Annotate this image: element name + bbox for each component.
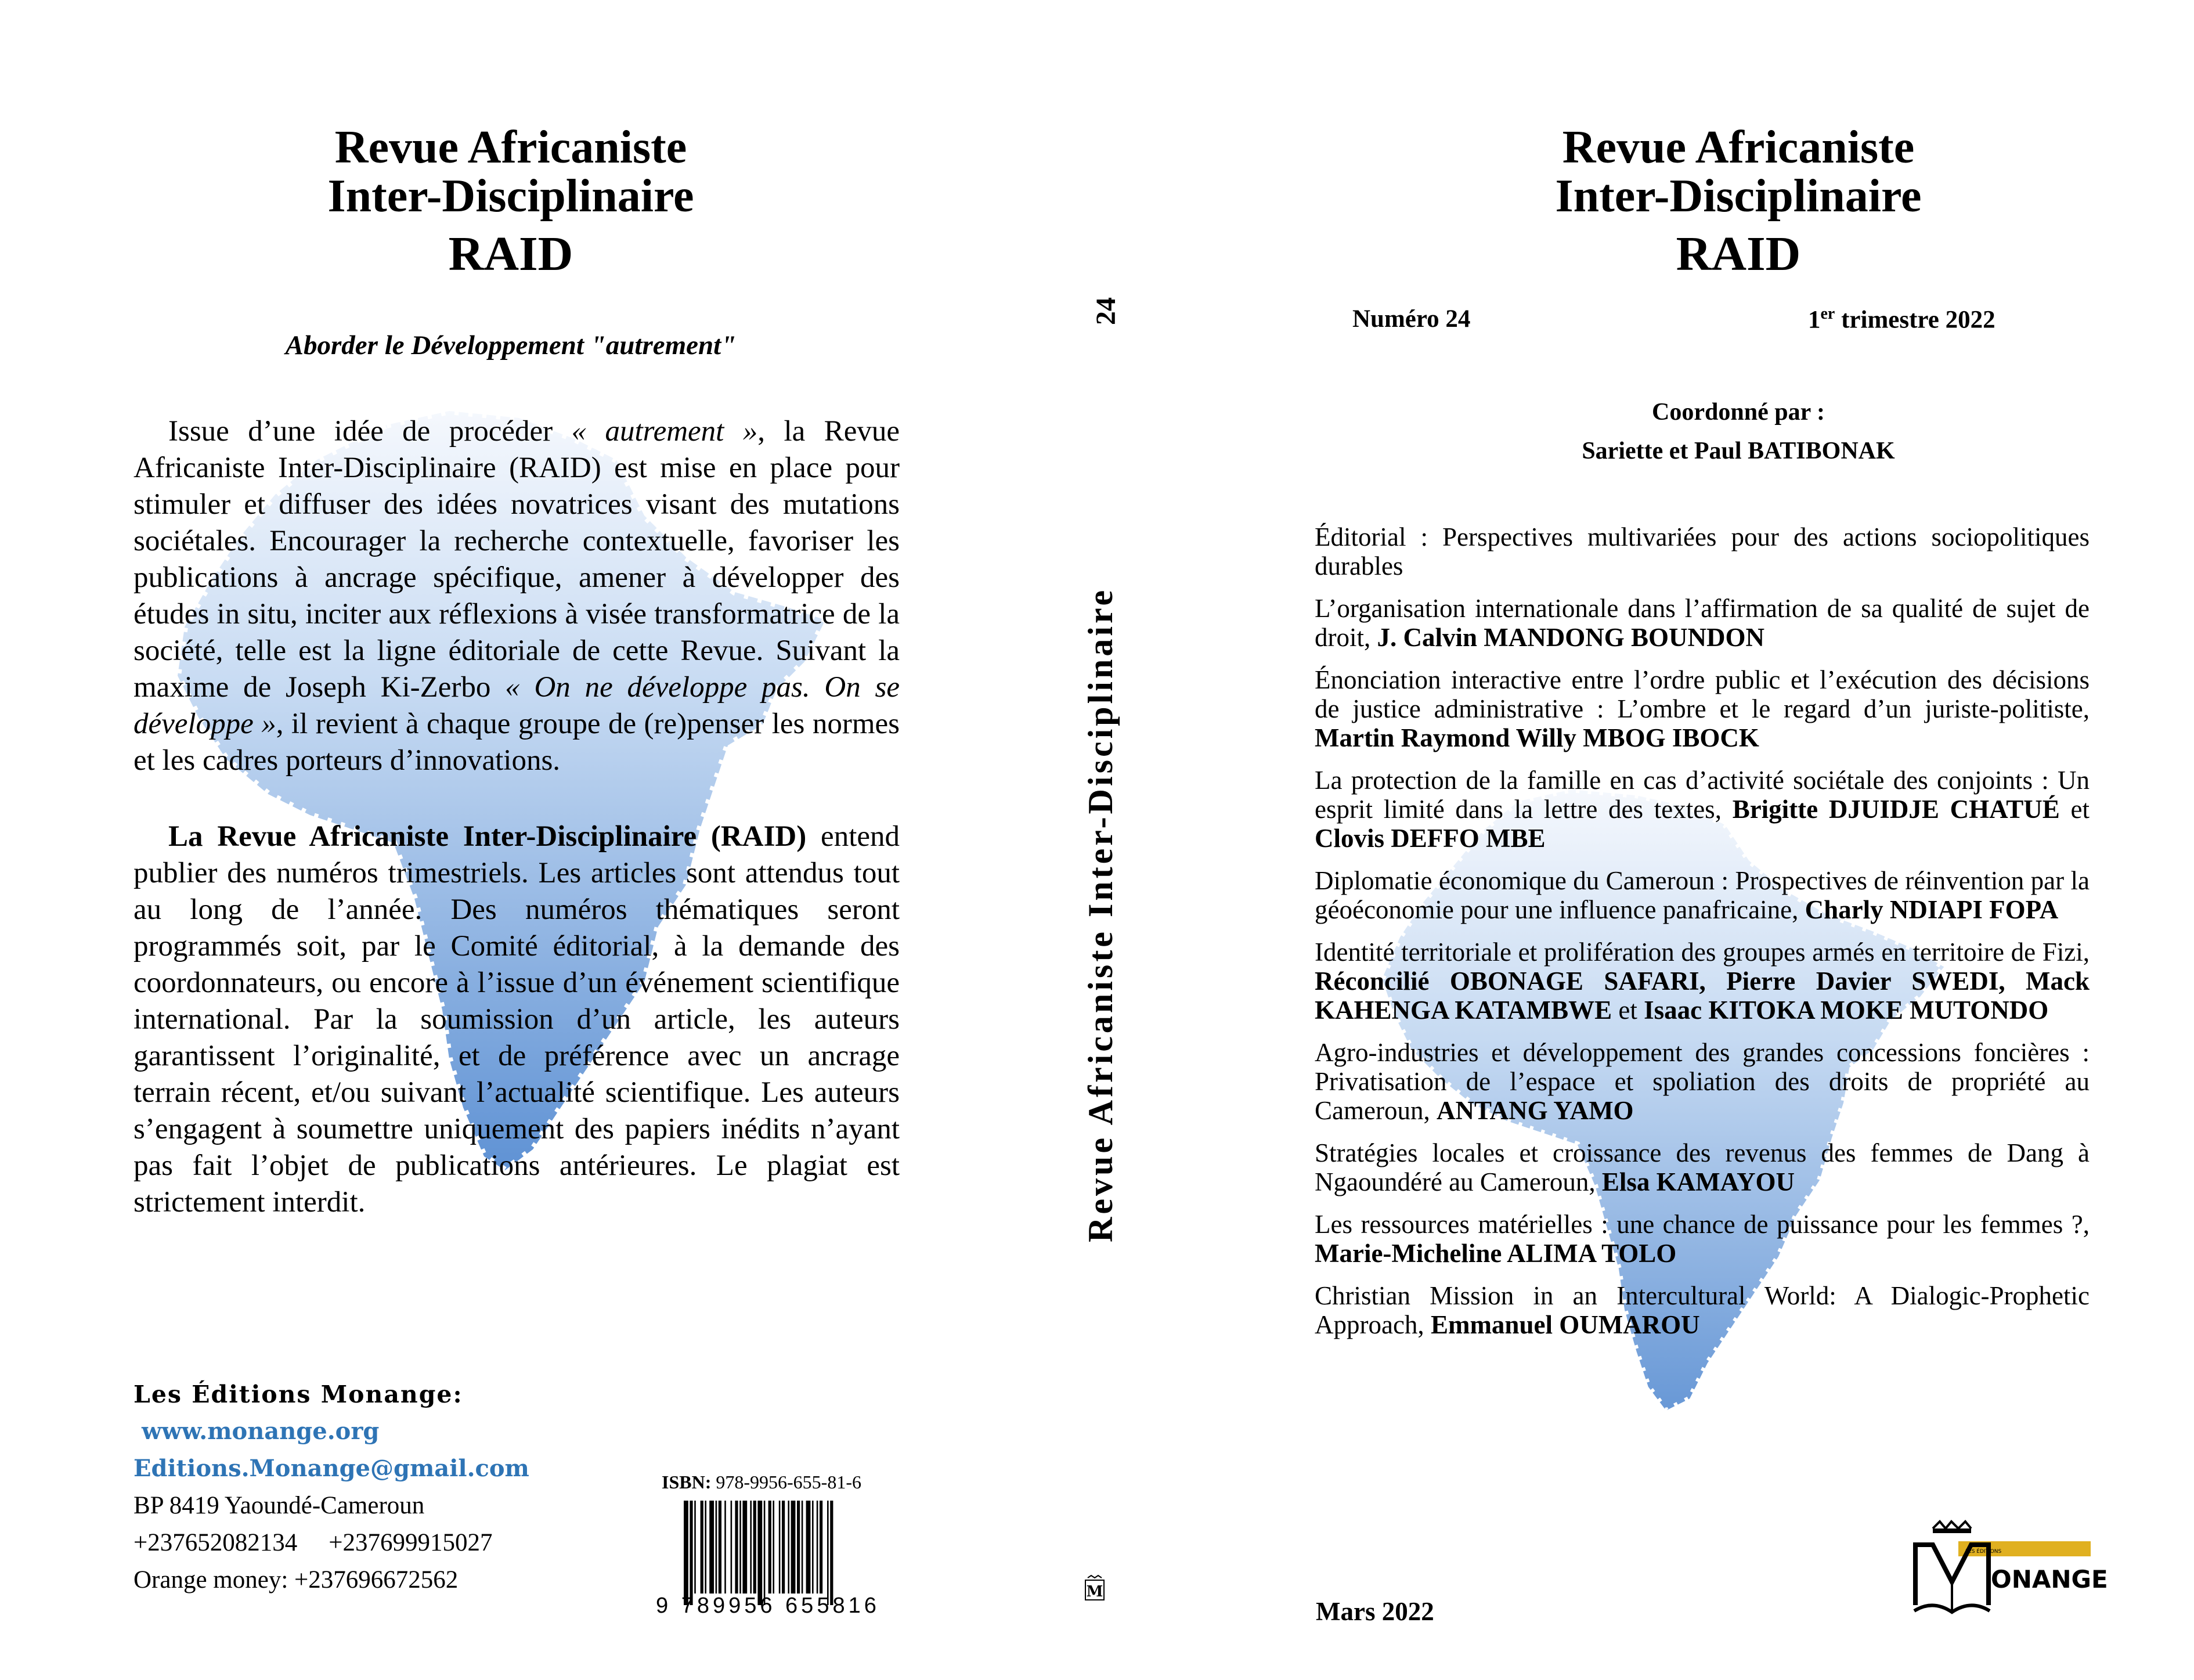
barcode-bar bbox=[788, 1501, 789, 1594]
toc-entry-authors-2: Clovis DEFFO MBE bbox=[1315, 824, 1546, 853]
spine-issue-number: 24 bbox=[1091, 297, 1121, 325]
quarter-rest: trimestre 2022 bbox=[1835, 306, 1995, 334]
front-title-line2: Inter-Disciplinaire bbox=[1555, 171, 1922, 222]
p1-text-c: , il revient à chaque groupe de (re)penser les normes et les cadres porteurs d’innovations. bbox=[133, 708, 900, 777]
toc-entry-title: Stratégies locales et croissance des revenus des femmes de Dang à Ngaoundéré au Cameroun, bbox=[1315, 1138, 2090, 1196]
toc-entry-authors: Brigitte DJUIDJE CHATUÉ bbox=[1732, 795, 2060, 824]
toc-entry bbox=[1315, 522, 2090, 581]
barcode-bar bbox=[791, 1501, 796, 1594]
toc-entry-authors: Charly NDIAPI FOPA bbox=[1805, 895, 2059, 924]
publisher-orange-money: Orange money: +237696672562 bbox=[133, 1566, 459, 1594]
issue-quarter bbox=[1808, 305, 1995, 334]
issue-number: Numéro 24 bbox=[1352, 305, 1471, 333]
p1-text-a: Issue d’une idée de procéder bbox=[168, 415, 572, 448]
back-cover-title bbox=[133, 123, 888, 279]
p1-italic-a: « autrement » bbox=[571, 415, 758, 448]
coordinated-label: Coordonné par : bbox=[1652, 399, 1825, 426]
logo-small-text: LES ÉDITIONS bbox=[1965, 1549, 2002, 1555]
toc-entry-authors: Réconcilié OBONAGE SAFARI, Pierre Davier SWEDI, Mack KAHENGA KATAMBWE bbox=[1315, 967, 2090, 1025]
publisher-email[interactable]: Editions.Monange@gmail.com bbox=[133, 1455, 529, 1482]
barcode-bar bbox=[782, 1501, 785, 1594]
toc-entry bbox=[1315, 594, 2090, 652]
barcode-bar bbox=[735, 1501, 738, 1594]
barcode-bar bbox=[705, 1501, 706, 1594]
barcode-bar bbox=[690, 1501, 692, 1605]
barcode-bar bbox=[768, 1501, 771, 1594]
isbn-label bbox=[662, 1472, 861, 1493]
barcode-bar bbox=[694, 1501, 696, 1594]
barcode-bar bbox=[753, 1501, 756, 1594]
toc-entry-authors: ANTANG YAMO bbox=[1436, 1096, 1634, 1125]
front-cover-title bbox=[1352, 123, 2124, 279]
toc-entry bbox=[1315, 1210, 2090, 1268]
back-title-line2: Inter-Disciplinaire bbox=[327, 171, 694, 222]
logo-name: ONANGE bbox=[1991, 1565, 2108, 1594]
toc-entry-authors: Marie-Micheline ALIMA TOLO bbox=[1315, 1239, 1677, 1268]
toc-entry bbox=[1315, 938, 2090, 1025]
p2-bold: La Revue Africaniste Inter-Disciplinaire (RAID) bbox=[168, 820, 807, 853]
toc-entry bbox=[1315, 1138, 2090, 1196]
barcode-bar bbox=[739, 1501, 741, 1594]
barcode-bar bbox=[719, 1501, 721, 1594]
barcode-bar bbox=[827, 1501, 829, 1605]
barcode-bar bbox=[731, 1501, 732, 1594]
toc-entry-authors: Emmanuel OUMAROU bbox=[1430, 1310, 1700, 1339]
publication-date: Mars 2022 bbox=[1316, 1597, 1434, 1626]
p2-text: entend publier des numéros trimestriels. Les articles sont attendus tout au long de l’année. Des numéros thématiques seront programmés soit, par le Comité éditorial, à la demande des coordonnateurs, ou encore à l’issue d’un événement scientifique international. Par la soumission d’un article, les auteurs garantissent l’originalité, et de préférence avec un ancrage terrain récent, et/ou suivant l’actualité scientifique. Les auteurs s’engagent à soumettre uniquement des papiers inédits n’ayant pas fait l’objet de publications antérieures. Le plagiat est strictement interdit. bbox=[133, 820, 900, 1218]
toc-entry-title: Christian Mission in an Intercultural World: A Dialogic-Prophetic Approach, bbox=[1315, 1281, 2090, 1339]
toc-entry-title: La protection de la famille en cas d’activité sociétale des conjoints : Un esprit limité dans la lettre des textes, bbox=[1315, 766, 2090, 824]
quarter-num: 1 bbox=[1808, 306, 1821, 334]
toc-entry-authors: Martin Raymond Willy MBOG IBOCK bbox=[1315, 723, 1759, 752]
barcode-bar bbox=[701, 1501, 703, 1594]
publisher-phones bbox=[133, 1524, 529, 1562]
quarter-sup: er bbox=[1820, 305, 1835, 323]
back-paragraph-2 bbox=[133, 819, 900, 1221]
p1-text-b: , la Revue Africaniste Inter-Disciplinaire (RAID) est mise en place pour stimuler et diffuser des idées novatrices visant des mutations sociétales. Encourager la recherche contextuelle, favoriser les publications à ancrage spécifique, amener à développer des études in situ, inciter aux réflexions à visée transformatrice de la société, telle est la ligne éditoriale de cette Revue. Suivant la maxime de Joseph Ki-Zerbo bbox=[133, 415, 900, 704]
toc-entry-authors-2: Isaac KITOKA MOKE MUTONDO bbox=[1644, 996, 2049, 1025]
barcode-bar bbox=[724, 1501, 726, 1594]
barcode-bar bbox=[742, 1501, 747, 1594]
barcode-bar bbox=[802, 1501, 803, 1594]
isbn-value: 978-9956-655-81-6 bbox=[716, 1472, 861, 1492]
toc-entry-title: Diplomatie économique du Cameroun : Prospectives de réinvention par la géoéconomie pour une influence panafricaine, bbox=[1315, 866, 2090, 924]
publisher-website[interactable]: www.monange.org bbox=[142, 1418, 380, 1445]
barcode-digits: 9 789956 655816 bbox=[656, 1594, 880, 1618]
back-paragraph-1 bbox=[133, 413, 900, 779]
isbn-prefix: ISBN: bbox=[662, 1472, 712, 1492]
barcode-bar bbox=[684, 1501, 688, 1605]
toc-entry-joiner: et bbox=[1612, 996, 1644, 1025]
monange-logo bbox=[1910, 1518, 2108, 1623]
publisher-name: Les Éditions Monange: bbox=[133, 1380, 463, 1408]
toc-entry bbox=[1315, 1038, 2090, 1125]
p1-italic-b: « On ne développe pas. On se développe » bbox=[133, 671, 900, 740]
barcode-bar bbox=[817, 1501, 818, 1594]
toc-entry-authors: Elsa KAMAYOU bbox=[1601, 1167, 1795, 1196]
barcode-bar bbox=[806, 1501, 811, 1594]
toc-entry bbox=[1315, 1281, 2090, 1339]
barcode-bar bbox=[820, 1501, 822, 1594]
coordinators-block bbox=[1352, 393, 2124, 471]
coordinators-names: Sariette et Paul BATIBONAK bbox=[1582, 438, 1895, 464]
toc-entry-title: Éditorial : Perspectives multivariées pour des actions sociopolitiques durables bbox=[1315, 522, 2090, 581]
toc-entry bbox=[1315, 866, 2090, 924]
publisher-info bbox=[133, 1376, 529, 1599]
barcode-bar bbox=[757, 1501, 762, 1605]
front-title-line1: Revue Africaniste bbox=[1562, 122, 1915, 173]
barcode-bar bbox=[764, 1501, 766, 1605]
back-tagline: Aborder le Développement "autrement" bbox=[285, 330, 737, 360]
spine-monange-logo bbox=[1083, 1574, 1106, 1602]
back-title-line1: Revue Africaniste bbox=[334, 122, 687, 173]
table-of-contents bbox=[1315, 522, 2090, 1353]
toc-entry-authors: J. Calvin MANDONG BOUNDON bbox=[1377, 623, 1765, 652]
toc-entry-title: Énonciation interactive entre l’ordre public et l’exécution des décisions de justice administrative : L’ombre et le regard d’un juriste-politiste, bbox=[1315, 665, 2090, 723]
barcode-bar bbox=[812, 1501, 814, 1594]
barcode-bar bbox=[779, 1501, 781, 1594]
toc-entry-title: Identité territoriale et prolifération des groupes armés en territoire de Fizi, bbox=[1315, 938, 2090, 967]
publisher-address: BP 8419 Yaoundé-Cameroun bbox=[133, 1492, 425, 1519]
toc-entry-title: Les ressources matérielles : une chance de puissance pour les femmes ?, bbox=[1315, 1210, 2090, 1239]
spine-title: Revue Africaniste Inter-Disciplinaire bbox=[1081, 587, 1120, 1242]
toc-entry-title: Agro-industries et développement des grandes concessions foncières : Privatisation de l’espace et spoliation des droits de propriété au Cameroun, bbox=[1315, 1038, 2090, 1125]
publisher-phone-2: +237699915027 bbox=[329, 1529, 493, 1556]
toc-entry bbox=[1315, 665, 2090, 752]
publisher-phone-1: +237652082134 bbox=[133, 1529, 298, 1556]
front-title-acronym: RAID bbox=[1676, 227, 1801, 281]
barcode-bar bbox=[797, 1501, 800, 1594]
toc-entry-joiner: et bbox=[2059, 795, 2090, 824]
back-title-acronym: RAID bbox=[448, 227, 573, 281]
barcode-bar bbox=[709, 1501, 714, 1594]
toc-entry bbox=[1315, 766, 2090, 853]
spine-logo-letter: M bbox=[1086, 1583, 1103, 1600]
barcode-bar bbox=[750, 1501, 752, 1594]
barcode-bar bbox=[830, 1501, 833, 1605]
barcode-bar bbox=[773, 1501, 774, 1594]
barcode-bar bbox=[716, 1501, 717, 1594]
toc-entry-title: L’organisation internationale dans l’affirmation de sa qualité de sujet de droit, bbox=[1315, 594, 2090, 652]
